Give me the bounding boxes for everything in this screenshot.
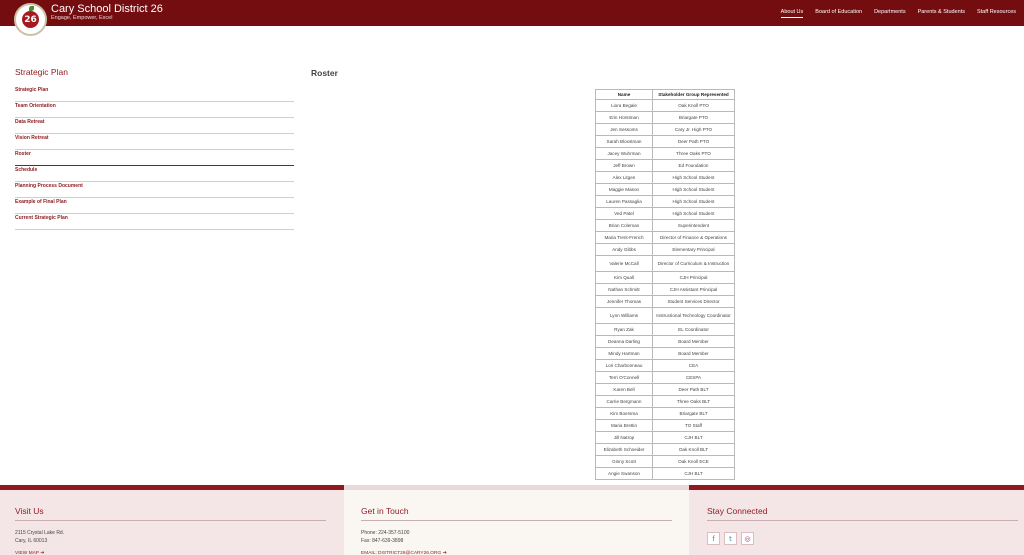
roster-group-cell: CESPA: [653, 372, 735, 384]
roster-group-cell: CJH Principal: [653, 272, 735, 284]
table-header-row: [596, 90, 735, 100]
sidebar-item-label: Schedule: [15, 167, 38, 173]
roster-name-cell: Alex Litgen: [596, 172, 653, 184]
roster-group-cell: Oak Knoll ECE: [653, 456, 735, 468]
table-row: [596, 432, 735, 444]
nav-about-us[interactable]: About Us: [780, 9, 804, 15]
table-row: [596, 468, 735, 480]
roster-group-cell: Student Services Director: [653, 296, 735, 308]
sidebar-item-current-strategic-plan[interactable]: [15, 214, 294, 230]
table-row: [596, 196, 735, 208]
sidebar-item-label: Current Strategic Plan: [15, 215, 68, 221]
table-row: [596, 308, 735, 324]
roster-name-cell: Andy Gibbs: [596, 244, 653, 256]
instagram-icon[interactable]: ◎: [741, 532, 754, 545]
sidebar-item-data-retreat[interactable]: [15, 118, 294, 134]
roster-name-cell: Kim Quall: [596, 272, 653, 284]
table-row: [596, 272, 735, 284]
footer-fax: Fax: 847-639-3898: [361, 538, 404, 544]
table-row: [596, 124, 735, 136]
roster-group-cell: Briargate BLT: [653, 408, 735, 420]
roster-name-cell: Sarah Bloxstman: [596, 136, 653, 148]
footer-visit-title: Visit Us: [15, 506, 44, 516]
roster-group-cell: Director of Finance & Operations: [653, 232, 735, 244]
roster-group-cell: Cary Jr. High PTO: [653, 124, 735, 136]
roster-group-cell: Deer Path PTO: [653, 136, 735, 148]
sidebar-item-label: Vision Retreat: [15, 135, 49, 141]
roster-name-cell: Valerie McCall: [596, 256, 653, 272]
table-row: [596, 336, 735, 348]
table-row: [596, 100, 735, 112]
sidebar-item-planning-process-document[interactable]: [15, 182, 294, 198]
sidebar-item-label: Planning Process Document: [15, 183, 83, 189]
roster-name-cell: Brian Coleman: [596, 220, 653, 232]
roster-group-cell: Superintendent: [653, 220, 735, 232]
email-link[interactable]: [361, 551, 447, 555]
sidebar-item-label: Strategic Plan: [15, 87, 49, 93]
roster-group-cell: Instructional Technology Coordinator: [653, 308, 735, 324]
table-row: [596, 296, 735, 308]
roster-name-cell: Jacey Wuhrman: [596, 148, 653, 160]
table-row: [596, 208, 735, 220]
roster-table: [595, 89, 735, 480]
table-row: [596, 384, 735, 396]
sidebar-item-label: Roster: [15, 151, 31, 157]
roster-name-cell: Ved Patel: [596, 208, 653, 220]
sidebar-item-label: Team Orientation: [15, 103, 56, 109]
site-footer: [0, 485, 1024, 555]
table-row: [596, 184, 735, 196]
logo-number: 26: [22, 11, 39, 28]
table-row: [596, 348, 735, 360]
table-row: [596, 396, 735, 408]
roster-group-cell: High School Student: [653, 196, 735, 208]
nav-staff-resources[interactable]: Staff Resources: [976, 9, 1016, 15]
page-title: Roster: [311, 68, 338, 78]
roster-name-cell: Lynn Williams: [596, 308, 653, 324]
district-logo[interactable]: [14, 3, 47, 36]
sidebar-item-team-orientation[interactable]: [15, 102, 294, 118]
roster-name-cell: Lori Charbonneau: [596, 360, 653, 372]
site-header: [0, 0, 1024, 26]
roster-name-cell: Maggie Mason: [596, 184, 653, 196]
roster-group-cell: EL Coordinator: [653, 324, 735, 336]
facebook-icon[interactable]: f: [707, 532, 720, 545]
nav-parents-students[interactable]: Parents & Students: [917, 9, 965, 15]
arrow-right-icon: ➜: [442, 551, 447, 555]
roster-name-cell: Jill Natrop: [596, 432, 653, 444]
table-row: [596, 148, 735, 160]
site-title[interactable]: Cary School District 26: [51, 3, 163, 15]
roster-name-cell: Lauren Passaglia: [596, 196, 653, 208]
roster-group-cell: Board Member: [653, 336, 735, 348]
roster-group-cell: Board Member: [653, 348, 735, 360]
site-tagline: Engage, Empower, Excel: [51, 15, 113, 21]
footer-address-line: Cary, IL 60013: [15, 538, 48, 544]
roster-name-cell: Ryan Zak: [596, 324, 653, 336]
roster-table-body: [596, 100, 735, 480]
roster-name-cell: Jennifer Thomas: [596, 296, 653, 308]
twitter-icon[interactable]: t: [724, 532, 737, 545]
top-navigation: [769, 9, 1016, 15]
roster-name-cell: Karen Bell: [596, 384, 653, 396]
table-row: [596, 444, 735, 456]
roster-group-cell: Oak Knoll BLT: [653, 444, 735, 456]
column-header-name: Name: [596, 90, 653, 100]
table-row: [596, 456, 735, 468]
sidebar-item-label: Example of Final Plan: [15, 199, 67, 205]
footer-visit-us: [0, 490, 344, 555]
footer-contact-title: Get in Touch: [361, 506, 409, 516]
footer-divider: [361, 520, 672, 521]
roster-group-cell: CJH BLT: [653, 432, 735, 444]
roster-group-cell: High School Student: [653, 208, 735, 220]
sidebar-menu: [15, 86, 294, 230]
roster-group-cell: Three Oaks BLT: [653, 396, 735, 408]
sidebar-item-vision-retreat[interactable]: [15, 134, 294, 150]
table-row: [596, 112, 735, 124]
table-row: [596, 408, 735, 420]
table-row: [596, 256, 735, 272]
roster-group-cell: Director of Curriculum & Instruction: [653, 256, 735, 272]
footer-divider: [15, 520, 326, 521]
table-row: [596, 172, 735, 184]
footer-social-title: Stay Connected: [707, 506, 768, 516]
table-row: [596, 136, 735, 148]
roster-name-cell: Jeff Brown: [596, 160, 653, 172]
roster-name-cell: Deanna Darling: [596, 336, 653, 348]
footer-divider: [707, 520, 1018, 521]
footer-address-line: 2115 Crystal Lake Rd.: [15, 530, 65, 536]
roster-group-cell: Deer Path BLT: [653, 384, 735, 396]
table-row: [596, 220, 735, 232]
table-row: [596, 324, 735, 336]
sidebar: [15, 67, 294, 230]
roster-group-cell: High School Student: [653, 184, 735, 196]
roster-name-cell: Carrie Bergmann: [596, 396, 653, 408]
view-map-link[interactable]: [15, 551, 44, 555]
roster-group-cell: High School Student: [653, 172, 735, 184]
roster-name-cell: Ginny Scott: [596, 456, 653, 468]
table-row: [596, 232, 735, 244]
roster-name-cell: Kim Boersma: [596, 408, 653, 420]
footer-stay-connected: [689, 490, 1024, 555]
roster-group-cell: CJH BLT: [653, 468, 735, 480]
roster-group-cell: CJH Assistant Principal: [653, 284, 735, 296]
column-header-stakeholder-group: Stakeholder Group Represented: [653, 90, 735, 100]
roster-group-cell: Oak Knoll PTO: [653, 100, 735, 112]
nav-departments[interactable]: Departments: [874, 9, 906, 15]
sidebar-item-schedule[interactable]: [15, 166, 294, 182]
roster-name-cell: Nathan Schmitt: [596, 284, 653, 296]
arrow-right-icon: ➜: [40, 551, 45, 555]
table-row: [596, 420, 735, 432]
sidebar-item-example-of-final-plan[interactable]: [15, 198, 294, 214]
table-row: [596, 160, 735, 172]
sidebar-title: Strategic Plan: [15, 67, 68, 77]
footer-phone: Phone: 224-357-5100: [361, 530, 410, 536]
roster-group-cell: Ed Foundation: [653, 160, 735, 172]
table-row: [596, 372, 735, 384]
roster-group-cell: Briargate PTO: [653, 112, 735, 124]
footer-get-in-touch: [344, 490, 689, 555]
roster-group-cell: Elementary Principal: [653, 244, 735, 256]
sidebar-item-label: Data Retreat: [15, 119, 45, 125]
email-label: EMAIL: DISTRICT26@CARY26.ORG: [361, 551, 442, 555]
view-map-label: VIEW MAP: [15, 551, 39, 555]
roster-name-cell: Terri O'Connell: [596, 372, 653, 384]
roster-name-cell: Angie Swanson: [596, 468, 653, 480]
roster-group-cell: TO Staff: [653, 420, 735, 432]
roster-name-cell: Maria Trent-French: [596, 232, 653, 244]
roster-group-cell: CEA: [653, 360, 735, 372]
roster-group-cell: Three Oaks PTO: [653, 148, 735, 160]
roster-name-cell: Liora Begale: [596, 100, 653, 112]
table-row: [596, 360, 735, 372]
roster-name-cell: Erin Horstman: [596, 112, 653, 124]
nav-board-of-education[interactable]: Board of Education: [815, 9, 863, 15]
roster-name-cell: Mindy Hartman: [596, 348, 653, 360]
sidebar-item-roster[interactable]: [15, 150, 294, 166]
roster-name-cell: Jen Sessoms: [596, 124, 653, 136]
sidebar-item-strategic-plan[interactable]: [15, 86, 294, 102]
table-row: [596, 244, 735, 256]
roster-name-cell: Elizabeth Schneider: [596, 444, 653, 456]
table-row: [596, 284, 735, 296]
roster-name-cell: Maria Brettin: [596, 420, 653, 432]
